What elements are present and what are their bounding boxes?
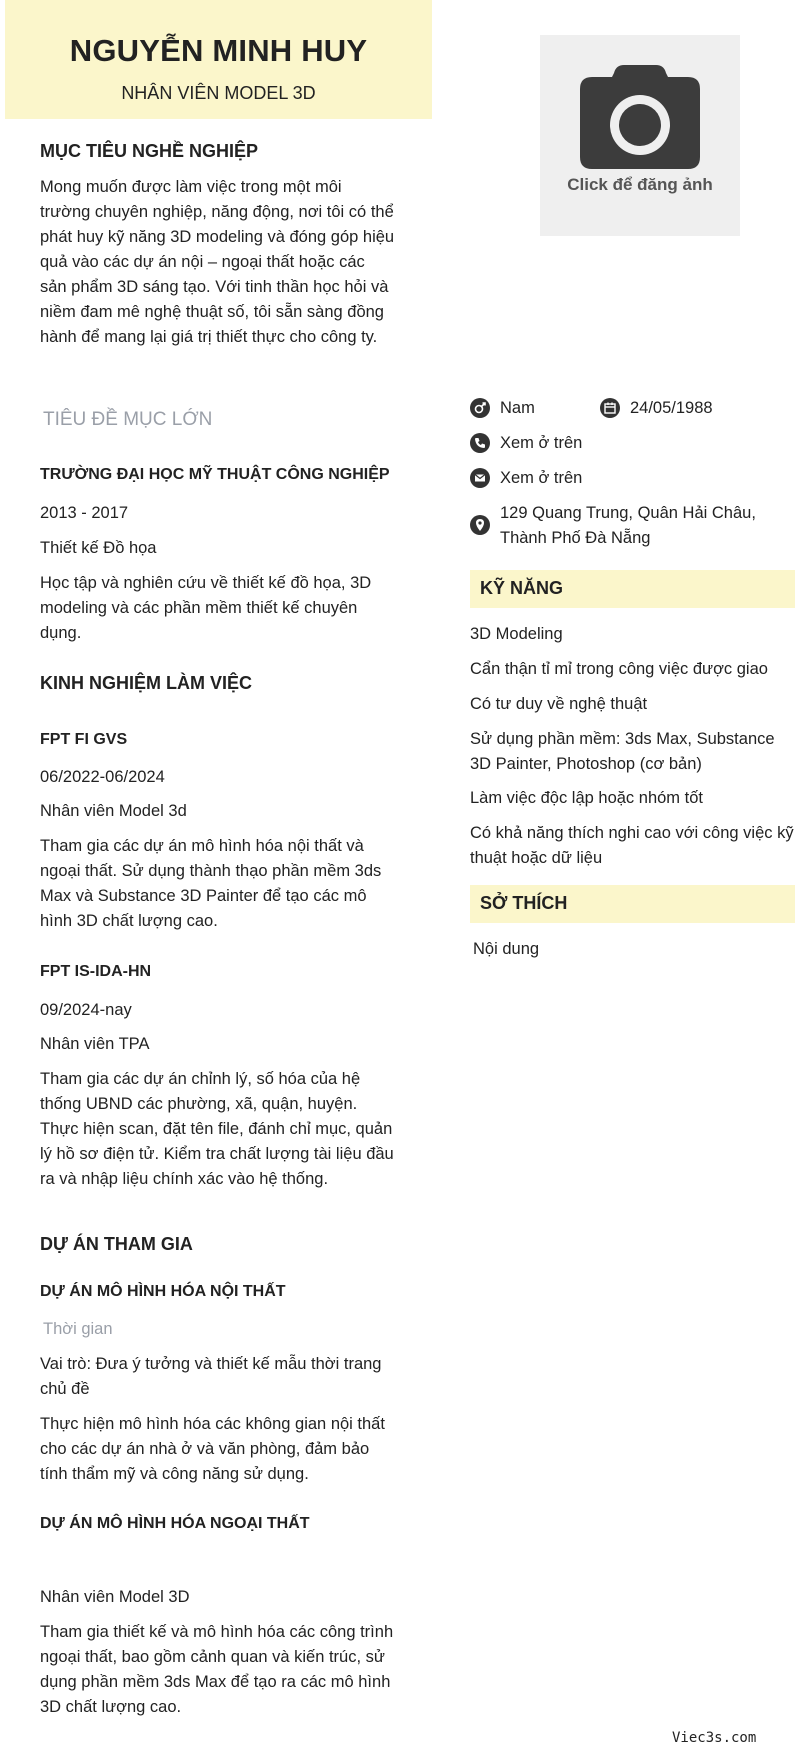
skills-heading-bar [470,570,795,608]
experience-period: 06/2022-06/2024 [40,768,165,786]
skill-item: Sử dụng phần mềm: 3ds Max, Substance 3D Painter, Photoshop (cơ bản) [470,730,775,773]
experience-heading: KINH NGHIỆM LÀM VIỆC [40,673,253,693]
skill-item: Có tư duy về nghệ thuật [470,695,648,713]
hobbies-placeholder[interactable]: Nội dung [473,940,540,958]
gender-icon [470,398,490,418]
experience-description: Tham gia các dự án mô hình hóa nội thất và ngoại thất. Sử dụng thành thạo phần mềm 3ds Max và Substance 3D Painter để tạo các mô hình 3D chất lượng cao. [40,837,382,930]
experience-company: FPT FI GVS [40,731,128,748]
email-icon [470,468,490,488]
experience-period: 09/2024-nay [40,1001,132,1019]
location-pin-icon [470,515,490,535]
project-description: Thực hiện mô hình hóa các không gian nội thất cho các dự án nhà ở và văn phòng, đảm bảo tính thẩm mỹ và công năng sử dụng. [40,1415,385,1483]
project-role: Vai trò: Đưa ý tưởng và thiết kế mẫu thời trang chủ đề [40,1355,382,1398]
phone-icon [470,433,490,453]
education-major: Thiết kế Đồ họa [40,539,157,557]
calendar-icon [600,398,620,418]
watermark: Viec3s.com [672,1730,757,1746]
hobbies-heading-bar [470,885,795,923]
experience-position: Nhân viên TPA [40,1035,150,1053]
skill-item: 3D Modeling [470,625,563,643]
skills-heading: KỸ NĂNG [480,578,564,598]
education-school: TRƯỜNG ĐẠI HỌC MỸ THUẬT CÔNG NGHIỆP [40,466,390,483]
experience-description: Tham gia các dự án chỉnh lý, số hóa của hệ thống UBND các phường, xã, quận, huyện. Thực hiện scan, đặt tên file, đánh chỉ mục, quản lý hồ sơ điện tử. Kiểm tra chất lượng tài liệu đầu ra và nhập liệu chính xác vào hệ thống. [40,1070,394,1188]
education-period: 2013 - 2017 [40,504,129,522]
skill-item: Làm việc độc lập hoặc nhóm tốt [470,789,703,807]
project-role: Nhân viên Model 3D [40,1588,190,1606]
project-name: DỰ ÁN MÔ HÌNH HÓA NỘI THẤT [40,1283,286,1300]
candidate-job-title: NHÂN VIÊN MODEL 3D [121,83,316,103]
phone-value: Xem ở trên [500,434,583,452]
objective-heading: MỤC TIÊU NGHỀ NGHIỆP [40,141,259,161]
experience-position: Nhân viên Model 3d [40,802,187,820]
skill-item: Có khả năng thích nghi cao với công việc kỹ thuật hoặc dữ liệu [470,824,794,867]
section-title-placeholder[interactable]: TIÊU ĐỀ MỤC LỚN [43,409,213,430]
objective-text: Mong muốn được làm việc trong một môi trường chuyên nghiệp, năng động, nơi tôi có thể phát huy kỹ năng 3D modeling và đóng góp hiệu quả vào các dự án nội – ngoại thất hoặc các sản phẩm 3D sáng tạo. Với tinh thần học hỏi và niềm đam mê nghệ thuật số, tôi sẵn sàng đồng hành để mang lại giá trị thiết thực cho công ty. [40,178,395,346]
project-description: Tham gia thiết kế và mô hình hóa các công trình ngoại thất, bao gồm cảnh quan và kiến trúc, sử dụng phần mềm 3ds Max để tạo ra các mô hình 3D chất lượng cao. [40,1623,394,1716]
candidate-name: NGUYỄN MINH HUY [69,33,368,68]
projects-heading: DỰ ÁN THAM GIA [40,1234,193,1254]
project-time-placeholder[interactable]: Thời gian [43,1320,113,1338]
hobbies-heading: SỞ THÍCH [480,893,568,913]
gender-value: Nam [500,399,535,417]
skill-item: Cẩn thận tỉ mỉ trong công việc được giao [470,660,768,678]
camera-icon [580,65,700,175]
education-description: Học tập và nghiên cứu về thiết kế đồ họa, 3D modeling và các phần mềm thiết kế chuyên dụng. [40,574,372,642]
address-value: 129 Quang Trung, Quân Hải Châu, Thành Phố Đà Nẵng [500,504,756,547]
photo-upload[interactable] [540,35,740,236]
email-value: Xem ở trên [500,469,583,487]
project-name: DỰ ÁN MÔ HÌNH HÓA NGOẠI THẤT [40,1515,310,1532]
experience-company: FPT IS-IDA-HN [40,963,152,980]
photo-caption: Click để đăng ảnh [567,175,713,194]
birthday-value: 24/05/1988 [630,399,713,417]
